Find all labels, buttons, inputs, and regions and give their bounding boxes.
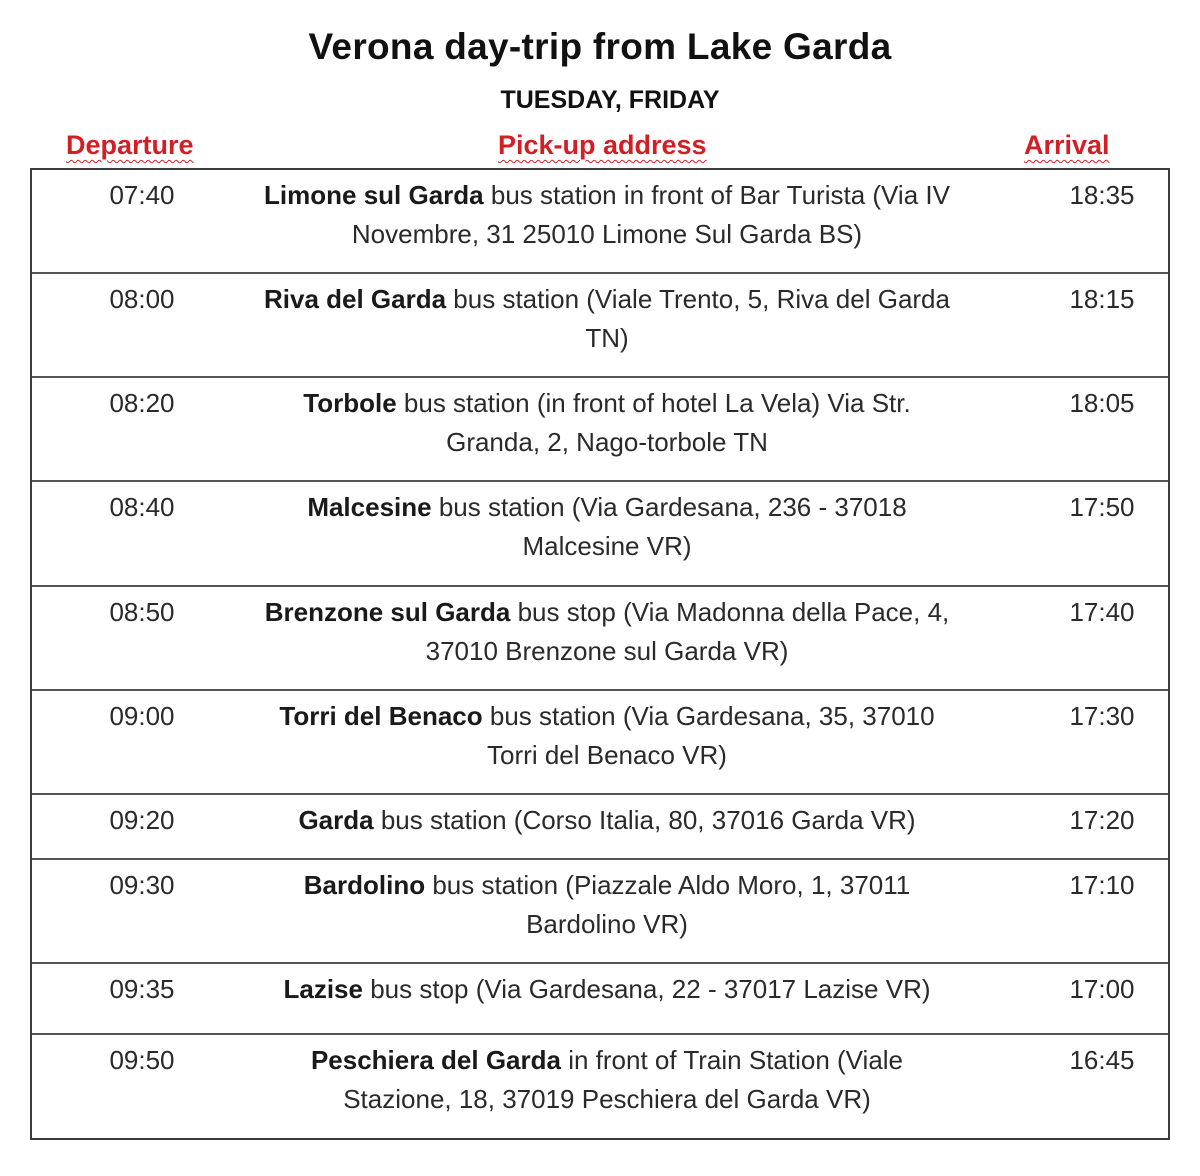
arrival-time: 17:00 — [1069, 974, 1135, 1004]
departure-time: 08:20 — [109, 388, 175, 418]
table-row — [32, 587, 1168, 691]
pickup-address-detail: bus station (Corso Italia, 80, 37016 Garda VR) — [373, 805, 916, 835]
pickup-address — [262, 801, 952, 840]
arrival-time: 18:05 — [1069, 388, 1135, 418]
pickup-address-detail: bus station (Via Gardesana, 236 - 37018 Malcesine VR) — [431, 492, 907, 561]
table-row — [32, 964, 1168, 1035]
arrival-time: 17:30 — [1069, 701, 1135, 731]
arrival-time: 18:35 — [1069, 180, 1135, 210]
arrival-time: 17:50 — [1069, 492, 1135, 522]
pickup-address-detail: bus station (Piazzale Aldo Moro, 1, 37011 Bardolino VR) — [425, 870, 911, 939]
pickup-address-detail: bus station in front of Bar Turista (Via IV Novembre, 31 25010 Limone Sul Garda BS) — [351, 180, 950, 249]
pickup-address — [262, 488, 952, 566]
pickup-address — [262, 593, 952, 671]
departure-time: 08:40 — [109, 492, 175, 522]
departure-time: 07:40 — [109, 180, 175, 210]
pickup-place: Torbole — [303, 388, 397, 418]
pickup-place: Torri del Benaco — [279, 701, 483, 731]
table-row — [32, 482, 1168, 587]
arrival-time: 16:45 — [1069, 1045, 1135, 1075]
pickup-address-detail: bus station (Viale Trento, 5, Riva del Garda TN) — [446, 284, 950, 353]
page-subtitle: TUESDAY, FRIDAY — [500, 86, 720, 114]
page-title: Verona day-trip from Lake Garda — [308, 26, 892, 67]
pickup-place: Peschiera del Garda — [310, 1045, 561, 1075]
arrival-time: 18:15 — [1069, 284, 1135, 314]
pickup-address — [262, 280, 952, 358]
pickup-address — [262, 697, 952, 775]
arrival-time: 17:10 — [1069, 870, 1135, 900]
departure-time: 09:50 — [109, 1045, 175, 1075]
pickup-place: Bardolino — [303, 870, 426, 900]
pickup-address — [262, 866, 952, 944]
departure-time: 09:00 — [109, 701, 175, 731]
header-departure: Departure — [66, 130, 194, 160]
table-row — [32, 691, 1168, 795]
pickup-address — [262, 176, 952, 254]
pickup-place: Riva del Garda — [264, 284, 447, 314]
pickup-address — [262, 1041, 952, 1119]
departure-time: 08:50 — [109, 597, 175, 627]
departure-time: 09:30 — [109, 870, 175, 900]
pickup-place: Limone sul Garda — [264, 180, 484, 210]
pickup-place: Brenzone sul Garda — [264, 597, 511, 627]
table-row — [32, 274, 1168, 378]
table-row — [32, 378, 1168, 482]
pickup-place: Lazise — [283, 974, 363, 1004]
header-arrival: Arrival — [1024, 130, 1110, 160]
arrival-time: 17:20 — [1069, 805, 1135, 835]
arrival-time: 17:40 — [1069, 597, 1135, 627]
pickup-place: Malcesine — [307, 492, 432, 522]
pickup-address-detail: bus station (in front of hotel La Vela) Via Str. Granda, 2, Nago-torbole TN — [396, 388, 911, 457]
schedule-table — [30, 168, 1170, 1140]
table-row — [32, 1035, 1168, 1138]
table-row — [32, 860, 1168, 964]
pickup-address-detail: bus station (Via Gardesana, 35, 37010 Torri del Benaco VR) — [482, 701, 935, 770]
table-row — [32, 795, 1168, 860]
table-row — [32, 170, 1168, 274]
header-pickup-address: Pick-up address — [498, 130, 707, 160]
departure-time: 08:00 — [109, 284, 175, 314]
pickup-address-detail: bus stop (Via Gardesana, 22 - 37017 Lazise VR) — [362, 974, 931, 1004]
departure-time: 09:20 — [109, 805, 175, 835]
pickup-address — [262, 970, 952, 1009]
pickup-address — [262, 384, 952, 462]
departure-time: 09:35 — [109, 974, 175, 1004]
pickup-address-detail: bus stop (Via Madonna della Pace, 4, 37010 Brenzone sul Garda VR) — [425, 597, 950, 666]
pickup-address-detail: in front of Train Station (Viale Stazione, 18, 37019 Peschiera del Garda VR) — [343, 1045, 904, 1114]
pickup-place: Garda — [298, 805, 374, 835]
